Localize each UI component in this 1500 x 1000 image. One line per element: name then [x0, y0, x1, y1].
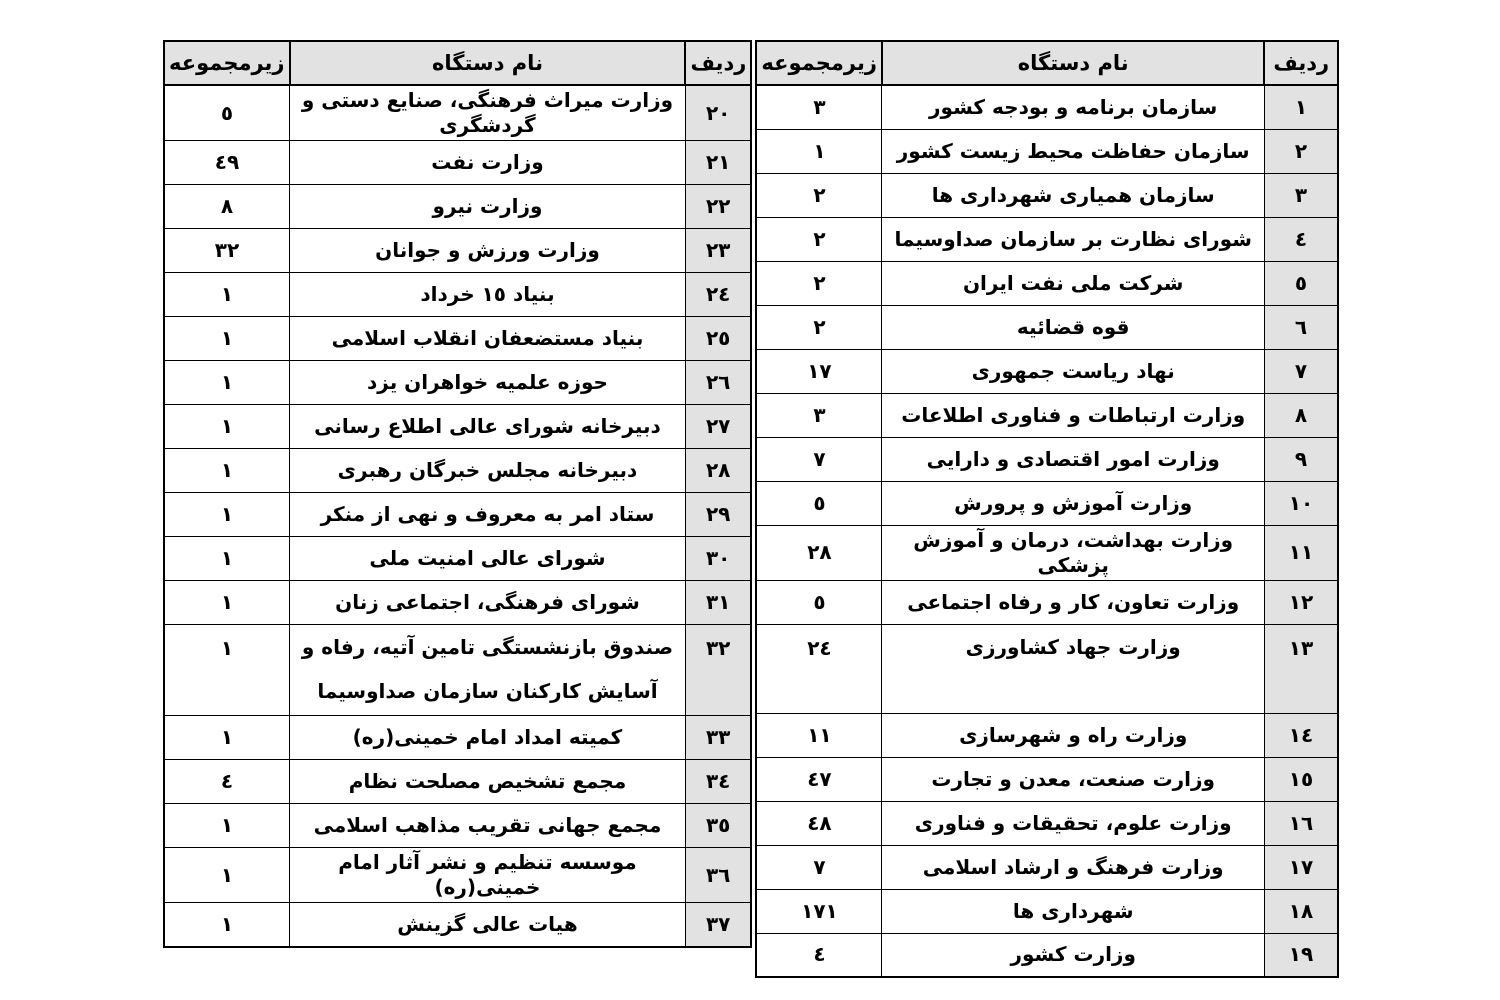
table-row	[756, 933, 1338, 977]
subsidiary-count-cell: ١٧١	[756, 889, 882, 933]
header-row-number: ردیف	[1264, 41, 1338, 85]
table-row	[164, 848, 751, 903]
org-name-cell: دبیرخانه مجلس خبرگان رهبری	[290, 449, 686, 493]
table-row	[756, 845, 1338, 889]
row-number-cell: ١٢	[1264, 580, 1338, 624]
table-row	[164, 141, 751, 185]
org-name-cell: مجمع جهانی تقریب مذاهب اسلامی	[290, 804, 686, 848]
row-number-cell: ٣	[1264, 173, 1338, 217]
table-row	[164, 185, 751, 229]
table-row	[164, 273, 751, 317]
org-name-cell: وزارت میراث فرهنگی، صنایع دستی و گردشگری	[290, 85, 686, 141]
org-name-cell: شورای فرهنگی، اجتماعی زنان	[290, 581, 686, 625]
table-row	[164, 804, 751, 848]
table-row	[756, 481, 1338, 525]
table-row	[164, 903, 751, 947]
org-name-cell: شهرداری ها	[882, 889, 1265, 933]
org-name-cell: وزارت صنعت، معدن و تجارت	[882, 757, 1265, 801]
subsidiary-count-cell: ٤٩	[164, 141, 290, 185]
table-row	[164, 317, 751, 361]
table-row	[756, 525, 1338, 580]
table-row	[756, 801, 1338, 845]
subsidiary-count-cell: ٤٧	[756, 757, 882, 801]
table-row	[756, 305, 1338, 349]
subsidiary-count-cell: ٧	[756, 437, 882, 481]
org-name-cell: قوه قضائیه	[882, 305, 1265, 349]
subsidiary-count-cell: ٥	[756, 580, 882, 624]
subsidiary-count-cell: ١	[756, 129, 882, 173]
gov-orgs-table-rows-20-37	[163, 40, 752, 948]
subsidiary-count-cell: ٤	[164, 760, 290, 804]
org-name-cell: مجمع تشخیص مصلحت نظام	[290, 760, 686, 804]
table-row	[164, 760, 751, 804]
subsidiary-count-cell: ١٧	[756, 349, 882, 393]
subsidiary-count-cell: ١	[164, 361, 290, 405]
row-number-cell: ١٣	[1264, 624, 1338, 713]
row-number-cell: ٢٤	[685, 273, 751, 317]
subsidiary-count-cell: ١	[164, 625, 290, 716]
row-number-cell: ٣١	[685, 581, 751, 625]
row-number-cell: ٤	[1264, 217, 1338, 261]
org-name-cell: حوزه علمیه خواهران یزد	[290, 361, 686, 405]
table-row	[756, 261, 1338, 305]
table-row	[164, 361, 751, 405]
subsidiary-count-cell: ٤	[756, 933, 882, 977]
row-number-cell: ٣٠	[685, 537, 751, 581]
org-name-cell: موسسه تنظیم و نشر آثار امام خمینی(ره)	[290, 848, 686, 903]
org-name-cell: وزارت نیرو	[290, 185, 686, 229]
org-name-cell: وزارت راه و شهرسازی	[882, 713, 1265, 757]
row-number-cell: ١٧	[1264, 845, 1338, 889]
row-number-cell: ٩	[1264, 437, 1338, 481]
org-name-cell: وزارت فرهنگ و ارشاد اسلامی	[882, 845, 1265, 889]
header-org-name: نام دستگاه	[290, 41, 686, 85]
subsidiary-count-cell: ١	[164, 716, 290, 760]
org-name-cell: هیات عالی گزینش	[290, 903, 686, 947]
subsidiary-count-cell: ٣	[756, 393, 882, 437]
row-number-cell: ١٨	[1264, 889, 1338, 933]
subsidiary-count-cell: ١	[164, 493, 290, 537]
table-row	[164, 85, 751, 141]
header-row	[756, 41, 1338, 85]
subsidiary-count-cell: ٤٨	[756, 801, 882, 845]
row-number-cell: ٧	[1264, 349, 1338, 393]
table-row	[756, 437, 1338, 481]
subsidiary-count-cell: ١	[164, 903, 290, 947]
subsidiary-count-cell: ١	[164, 449, 290, 493]
row-number-cell: ٢٠	[685, 85, 751, 141]
org-name-cell: دبیرخانه شورای عالی اطلاع رسانی	[290, 405, 686, 449]
table-row	[164, 229, 751, 273]
org-name-cell: سازمان برنامه و بودجه کشور	[882, 85, 1265, 129]
table-row	[756, 889, 1338, 933]
org-name-cell: وزارت بهداشت، درمان و آموزش پزشکی	[882, 525, 1265, 580]
table-row	[756, 85, 1338, 129]
row-number-cell: ٣٢	[685, 625, 751, 716]
row-number-cell: ٢٢	[685, 185, 751, 229]
org-name-cell: وزارت تعاون، کار و رفاه اجتماعی	[882, 580, 1265, 624]
table-row	[756, 580, 1338, 624]
row-number-cell: ٨	[1264, 393, 1338, 437]
row-number-cell: ٢١	[685, 141, 751, 185]
row-number-cell: ٢٣	[685, 229, 751, 273]
row-number-cell: ١٩	[1264, 933, 1338, 977]
row-number-cell: ٢٩	[685, 493, 751, 537]
org-name-cell: شورای عالی امنیت ملی	[290, 537, 686, 581]
subsidiary-count-cell: ٢	[756, 173, 882, 217]
org-name-cell: وزارت ارتباطات و فناوری اطلاعات	[882, 393, 1265, 437]
table-row	[756, 349, 1338, 393]
subsidiary-count-cell: ١	[164, 804, 290, 848]
org-name-cell: وزارت ورزش و جوانان	[290, 229, 686, 273]
org-name-cell: وزارت کشور	[882, 933, 1265, 977]
table-row	[164, 625, 751, 716]
row-number-cell: ٢٨	[685, 449, 751, 493]
org-name-cell: وزارت نفت	[290, 141, 686, 185]
row-number-cell: ٢٧	[685, 405, 751, 449]
row-number-cell: ٦	[1264, 305, 1338, 349]
table-row	[756, 217, 1338, 261]
subsidiary-count-cell: ٢٨	[756, 525, 882, 580]
org-name-cell: سازمان حفاظت محیط زیست کشور	[882, 129, 1265, 173]
org-name-cell: صندوق بازنشستگی تامین آتیه، رفاه و آسایش کارکنان سازمان صداوسیما	[290, 625, 686, 716]
org-name-cell: کمیته امداد امام خمینی(ره)	[290, 716, 686, 760]
org-name-cell: ستاد امر به معروف و نهی از منکر	[290, 493, 686, 537]
subsidiary-count-cell: ٢	[756, 305, 882, 349]
row-number-cell: ٣٥	[685, 804, 751, 848]
tables-layout	[163, 40, 1339, 978]
table-row	[756, 393, 1338, 437]
gov-orgs-table-rows-1-19	[755, 40, 1339, 978]
subsidiary-count-cell: ٢٤	[756, 624, 882, 713]
table-row	[164, 537, 751, 581]
row-number-cell: ١	[1264, 85, 1338, 129]
row-number-cell: ١٤	[1264, 713, 1338, 757]
row-number-cell: ١١	[1264, 525, 1338, 580]
subsidiary-count-cell: ١	[164, 405, 290, 449]
org-name-cell: وزارت آموزش و پرورش	[882, 481, 1265, 525]
org-name-cell: وزارت علوم، تحقیقات و فناوری	[882, 801, 1265, 845]
table-row	[164, 405, 751, 449]
table-row	[164, 493, 751, 537]
row-number-cell: ٢	[1264, 129, 1338, 173]
org-name-cell: سازمان همیاری شهرداری ها	[882, 173, 1265, 217]
org-name-cell: وزارت امور اقتصادی و دارایی	[882, 437, 1265, 481]
header-subsidiaries: زیرمجموعه	[164, 41, 290, 85]
row-number-cell: ٣٦	[685, 848, 751, 903]
org-name-cell: بنیاد ١٥ خرداد	[290, 273, 686, 317]
subsidiary-count-cell: ٢	[756, 217, 882, 261]
row-number-cell: ٢٦	[685, 361, 751, 405]
row-number-cell: ٣٣	[685, 716, 751, 760]
table-row	[756, 713, 1338, 757]
org-name-cell: شرکت ملی نفت ایران	[882, 261, 1265, 305]
table-row	[756, 129, 1338, 173]
header-row-number: ردیف	[685, 41, 751, 85]
subsidiary-count-cell: ١	[164, 317, 290, 361]
table-row	[756, 757, 1338, 801]
subsidiary-count-cell: ٧	[756, 845, 882, 889]
row-number-cell: ٥	[1264, 261, 1338, 305]
row-number-cell: ٣٧	[685, 903, 751, 947]
row-number-cell: ٣٤	[685, 760, 751, 804]
subsidiary-count-cell: ٥	[164, 85, 290, 141]
org-name-cell: شورای نظارت بر سازمان صداوسیما	[882, 217, 1265, 261]
subsidiary-count-cell: ١	[164, 581, 290, 625]
row-number-cell: ١٦	[1264, 801, 1338, 845]
table-row	[756, 624, 1338, 713]
table-row	[756, 173, 1338, 217]
org-name-cell: نهاد ریاست جمهوری	[882, 349, 1265, 393]
header-row	[164, 41, 751, 85]
org-name-cell: وزارت جهاد کشاورزی	[882, 624, 1265, 713]
row-number-cell: ١٥	[1264, 757, 1338, 801]
subsidiary-count-cell: ١١	[756, 713, 882, 757]
org-name-cell: بنیاد مستضعفان انقلاب اسلامی	[290, 317, 686, 361]
subsidiary-count-cell: ٣٢	[164, 229, 290, 273]
table-row	[164, 716, 751, 760]
subsidiary-count-cell: ٥	[756, 481, 882, 525]
header-org-name: نام دستگاه	[882, 41, 1265, 85]
subsidiary-count-cell: ٨	[164, 185, 290, 229]
subsidiary-count-cell: ٢	[756, 261, 882, 305]
subsidiary-count-cell: ١	[164, 273, 290, 317]
header-subsidiaries: زیرمجموعه	[756, 41, 882, 85]
table-row	[164, 449, 751, 493]
subsidiary-count-cell: ١	[164, 537, 290, 581]
row-number-cell: ٢٥	[685, 317, 751, 361]
subsidiary-count-cell: ٣	[756, 85, 882, 129]
table-row	[164, 581, 751, 625]
row-number-cell: ١٠	[1264, 481, 1338, 525]
subsidiary-count-cell: ١	[164, 848, 290, 903]
